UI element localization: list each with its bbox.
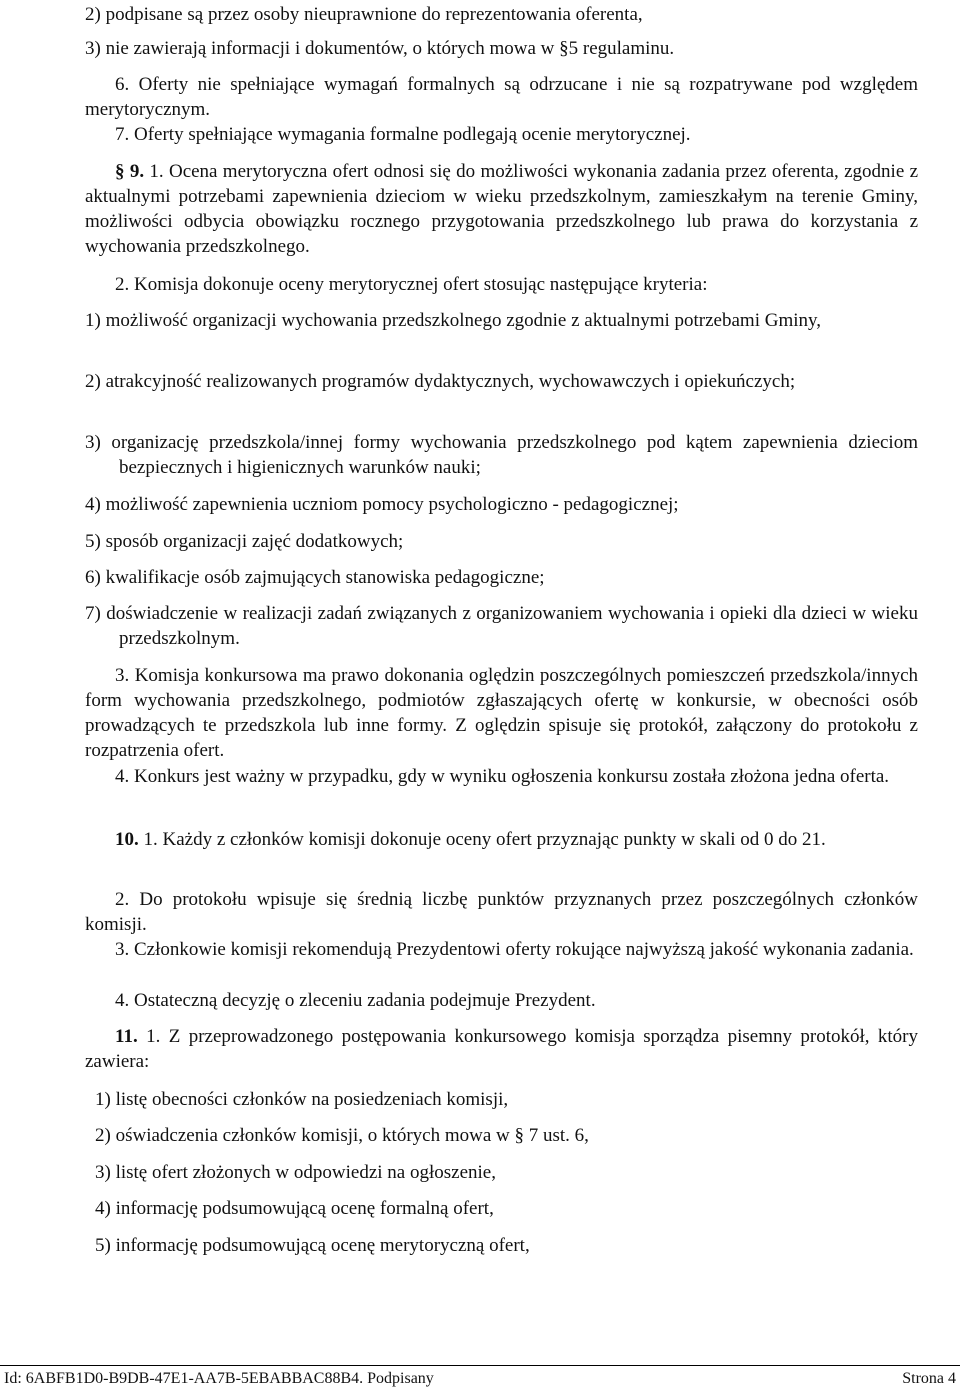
section-9-paragraph-4: 4. Konkurs jest ważny w przypadku, gdy w wyniku ogłoszenia konkursu została złożona jedna oferta.: [115, 766, 890, 787]
section-10-paragraph-1: [85, 827, 918, 852]
section-10-paragraph-3: 3. Członkowie komisji rekomendują Prezydentowi oferty rokujące najwyższą jakość wykonania zadania.: [115, 939, 914, 960]
criteria-item: 2) atrakcyjność realizowanych programów dydaktycznych, wychowawczych i opiekuńczych;: [85, 371, 796, 392]
footer-document-id: Id: 6ABFB1D0-B9DB-47E1-AA7B-5EBABBAC88B4. Podpisany: [4, 1370, 434, 1387]
protocol-item: 4) informację podsumowującą ocenę formalną ofert,: [95, 1198, 494, 1219]
protocol-item: 2) oświadczenia członków komisji, o których mowa w § 7 ust. 6,: [95, 1125, 589, 1146]
criteria-item: 5) sposób organizacji zajęć dodatkowych;: [85, 531, 404, 552]
footer-page-number: Strona 4: [902, 1370, 956, 1387]
criteria-item: 6) kwalifikacje osób zajmujących stanowiska pedagogiczne;: [85, 567, 545, 588]
section-10-text: 1. Każdy z członków komisji dokonuje oceny ofert przyznając punkty w skali od 0 do 21.: [143, 829, 826, 850]
section-9-paragraph-2: 2. Komisja dokonuje oceny merytorycznej ofert stosując następujące kryteria:: [115, 274, 708, 295]
list-item: 2) podpisane są przez osoby nieuprawnione do reprezentowania oferenta,: [85, 4, 643, 25]
section-10-heading: 10.: [115, 829, 139, 850]
section-11-heading: 11.: [115, 1026, 138, 1047]
section-11-paragraph-1: [85, 1024, 918, 1074]
section-9-paragraph-3: 3. Komisja konkursowa ma prawo dokonania oględzin poszczególnych pomieszczeń przedszkola/innych form wychowania przedszkolnego, podmiotów zgłaszających ofertę w konkursie, w obecności osób prowadzących te przedszkola lub inne formy. Z oględzin spisuje się protokół, załączony do protokołu z rozpatrzenia ofert.: [85, 665, 918, 761]
footer-divider: [0, 1365, 960, 1366]
protocol-item: 5) informację podsumowującą ocenę merytoryczną ofert,: [95, 1235, 530, 1256]
section-9-paragraph-1: [85, 159, 918, 259]
protocol-item: 3) listę ofert złożonych w odpowiedzi na ogłoszenie,: [95, 1162, 496, 1183]
section-11-text: 1. Z przeprowadzonego postępowania konkursowego komisja sporządza pisemny protokół, który zawiera:: [85, 1026, 918, 1072]
criteria-item: 7) doświadczenie w realizacji zadań związanych z organizowaniem wychowania i opieki dla dzieci w wieku przedszkolnym.: [85, 603, 918, 649]
paragraph-6: 6. Oferty nie spełniające wymagań formalnych są odrzucane i nie są rozpatrywane pod względem merytorycznym.: [85, 74, 918, 120]
list-item: 3) nie zawierają informacji i dokumentów, o których mowa w §5 regulaminu.: [85, 38, 675, 59]
criteria-item: 4) możliwość zapewnienia uczniom pomocy psychologiczno - pedagogicznej;: [85, 494, 679, 515]
criteria-item: 1) możliwość organizacji wychowania przedszkolnego zgodnie z aktualnymi potrzebami Gminy,: [85, 310, 822, 331]
criteria-item: 3) organizację przedszkola/innej formy wychowania przedszkolnego pod kątem zapewnienia dzieciom bezpiecznych i higienicznych warunków nauki;: [85, 432, 918, 478]
section-9-text: 1. Ocena merytoryczna ofert odnosi się do możliwości wykonania zadania przez oferenta, zgodnie z aktualnymi potrzebami zapewnienia dzieciom w wieku przedszkolnym, zamieszkałym na terenie Gminy, możliwości odbycia obowiązku rocznego przygotowania przedszkolnego lub prawa do korzystania z wychowania przedszkolnego.: [85, 161, 919, 257]
protocol-item: 1) listę obecności członków na posiedzeniach komisji,: [95, 1089, 509, 1110]
paragraph-7: 7. Oferty spełniające wymagania formalne podlegają ocenie merytorycznej.: [115, 124, 691, 145]
section-10-paragraph-2: 2. Do protokołu wpisuje się średnią liczbę punktów przyznanych przez poszczególnych członków komisji.: [85, 889, 918, 935]
section-10-paragraph-4: 4. Ostateczną decyzję o zleceniu zadania podejmuje Prezydent.: [115, 990, 596, 1011]
section-9-heading: § 9.: [115, 161, 145, 182]
